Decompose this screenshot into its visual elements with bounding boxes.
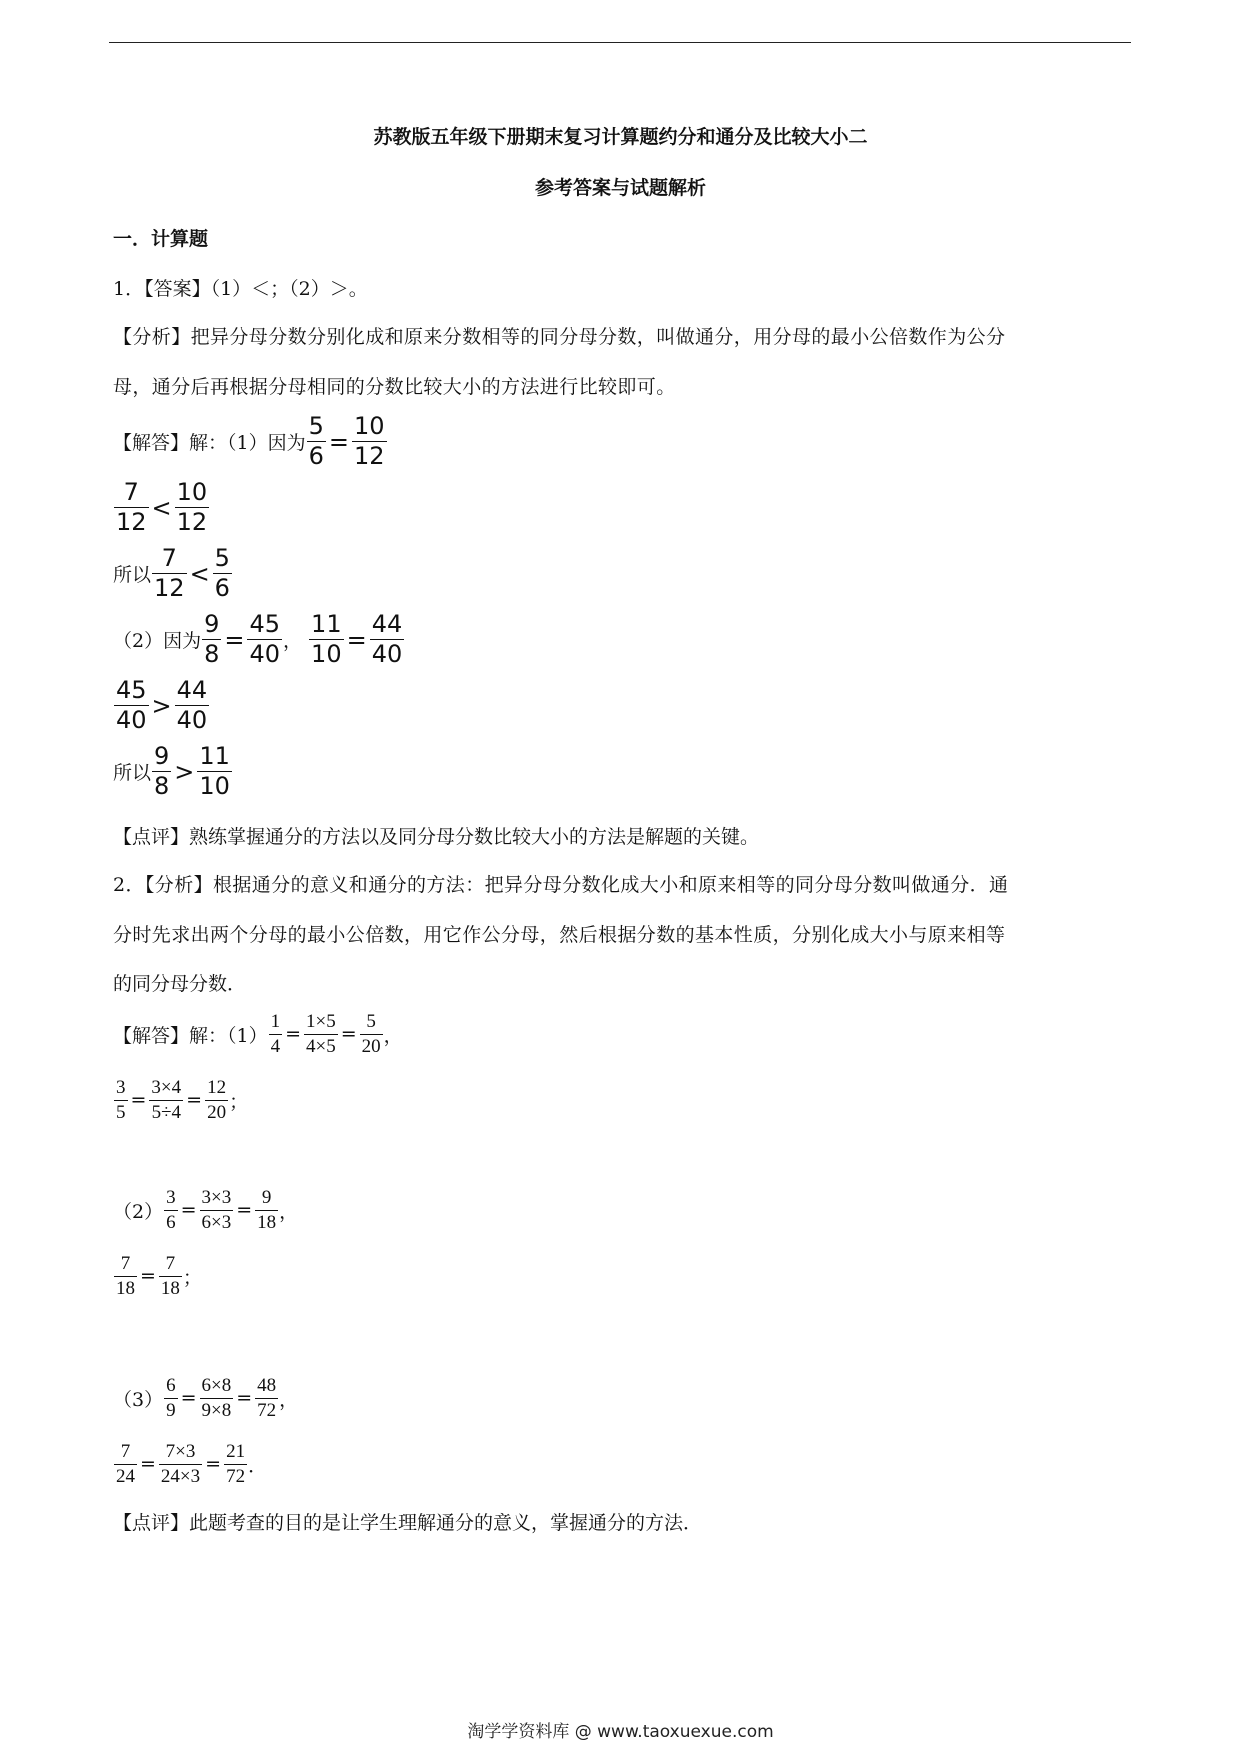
equals-sign: = — [346, 625, 367, 654]
equals-sign: = — [140, 1265, 156, 1288]
fraction: $\frac{6\times 8}{9\times 8}$ — [201, 1375, 232, 1421]
fraction: $\frac{7}{18}$ — [116, 1253, 135, 1299]
q1-answer: 1．【答案】（1）＜；（2）＞。 — [113, 278, 368, 300]
comma: ， — [279, 1388, 299, 1411]
equals-sign: = — [340, 1023, 357, 1046]
equals-sign: = — [224, 625, 245, 654]
fraction: $\frac{3}{5}$ — [116, 1077, 126, 1123]
equals-sign: = — [140, 1453, 156, 1476]
so-label: 所以 — [113, 564, 152, 587]
document-subtitle: 参考答案与试题解析 — [534, 177, 706, 199]
fraction: $\frac{3\times 4}{5\div 4}$ — [151, 1077, 182, 1123]
q2-comment: 【点评】此题考查的目的是让学生理解通分的意义，掌握通分的方法． — [113, 1512, 703, 1534]
fraction: $\frac{44}{40}$ — [371, 610, 403, 669]
less-than-sign: < — [151, 493, 172, 522]
greater-than-sign: > — [151, 691, 172, 720]
q2-analysis-line2: 分时先求出两个分母的最小公倍数，用它作公分母，然后根据分数的基本性质，分别化成大小与原来相等 — [113, 924, 1006, 946]
q2-p2-line1 — [113, 1188, 298, 1233]
q2-analysis-line1: 2．【分析】根据通分的意义和通分的方法：把异分母分数化成大小和原来相等的同分母分数叫做通分．通 — [113, 874, 1009, 896]
comma: ， — [283, 630, 303, 653]
q1-solution-line1 — [113, 414, 388, 469]
fraction: $\frac{11}{10}$ — [311, 610, 342, 669]
fraction: $\frac{44}{40}$ — [176, 676, 208, 735]
fraction: $\frac{7}{24}$ — [116, 1441, 135, 1487]
equals-sign: = — [180, 1199, 197, 1222]
equals-sign: = — [130, 1089, 147, 1112]
fraction: $\frac{9}{18}$ — [257, 1187, 277, 1233]
q2-solution-prefix: 【解答】解：（1） — [113, 1024, 268, 1047]
q2-p2-line2 — [113, 1254, 202, 1299]
equals-sign: = — [205, 1453, 222, 1476]
fraction: $\frac{7\times 3}{24\times 3}$ — [160, 1441, 201, 1487]
fraction: $\frac{7}{12}$ — [154, 544, 185, 603]
fraction: $\frac{9}{8}$ — [204, 610, 220, 669]
q2-analysis-line3: 的同分母分数． — [113, 973, 247, 995]
q1-solution-line3 — [113, 546, 233, 601]
q2-part3-label: （3） — [113, 1388, 164, 1411]
semicolon: ； — [229, 1090, 249, 1113]
fraction: $\frac{7}{12}$ — [116, 478, 147, 537]
fraction: $\frac{5}{6}$ — [214, 544, 230, 603]
equals-sign: = — [180, 1387, 197, 1410]
q2-p1-line1 — [113, 1012, 403, 1057]
q1-solution-line2 — [113, 480, 210, 535]
fraction: $\frac{10}{12}$ — [353, 412, 385, 471]
q1-part2-prefix: （2）因为 — [113, 630, 202, 653]
fraction: $\frac{7}{18}$ — [160, 1253, 180, 1299]
fraction: $\frac{45}{40}$ — [116, 676, 147, 735]
fraction: $\frac{9}{8}$ — [154, 742, 170, 801]
q1-analysis-line2: 母，通分后再根据分母相同的分数比较大小的方法进行比较即可。 — [113, 376, 676, 398]
less-than-sign: < — [189, 559, 210, 588]
q1-solution-prefix: 【解答】解：（1）因为 — [113, 432, 306, 455]
section-heading: 一．计算题 — [113, 228, 209, 250]
fraction: $\frac{3\times 3}{6\times 3}$ — [201, 1187, 232, 1233]
q1-part2-line1 — [113, 612, 405, 667]
q2-p3-line1 — [113, 1376, 298, 1421]
semicolon: ； — [182, 1266, 202, 1289]
fraction: $\frac{1}{4}$ — [270, 1011, 281, 1057]
fraction: $\frac{5}{20}$ — [361, 1011, 381, 1057]
so-label: 所以 — [113, 762, 152, 785]
equals-sign: = — [236, 1199, 253, 1222]
comma: ， — [383, 1024, 403, 1047]
q2-part2-label: （2） — [113, 1200, 164, 1223]
greater-than-sign: > — [174, 757, 195, 786]
q1-analysis-line1: 【分析】把异分母分数分别化成和原来分数相等的同分母分数，叫做通分，用分母的最小公倍数作为公分 — [113, 326, 1006, 348]
fraction: $\frac{48}{72}$ — [257, 1375, 277, 1421]
q2-p1-line2 — [113, 1078, 248, 1123]
fraction: $\frac{21}{72}$ — [226, 1441, 246, 1487]
equals-sign: = — [186, 1089, 203, 1112]
q1-part2-line2 — [113, 678, 210, 733]
fraction: $\frac{45}{40}$ — [249, 610, 281, 669]
fraction: $\frac{3}{6}$ — [166, 1187, 176, 1233]
equals-sign: = — [236, 1387, 253, 1410]
comma: ， — [279, 1200, 299, 1223]
equals-sign: = — [328, 427, 349, 456]
period: ． — [248, 1454, 268, 1477]
fraction: $\frac{5}{6}$ — [308, 412, 324, 471]
fraction: $\frac{12}{20}$ — [207, 1077, 227, 1123]
top-rule — [109, 42, 1131, 43]
q1-part2-line3 — [113, 744, 233, 799]
equals-sign: = — [285, 1023, 302, 1046]
fraction: $\frac{10}{12}$ — [176, 478, 208, 537]
fraction: $\frac{11}{10}$ — [199, 742, 230, 801]
footer-watermark: 淘学学资料库 @ www.taoxuexue.com — [467, 1722, 774, 1742]
document-title: 苏教版五年级下册期末复习计算题约分和通分及比较大小二 — [373, 126, 868, 148]
fraction: $\frac{1\times 5}{4\times 5}$ — [306, 1011, 336, 1057]
q2-p3-line2 — [113, 1442, 267, 1487]
q1-comment: 【点评】熟练掌握通分的方法以及同分母分数比较大小的方法是解题的关键。 — [113, 826, 760, 848]
fraction: $\frac{6}{9}$ — [166, 1375, 176, 1421]
